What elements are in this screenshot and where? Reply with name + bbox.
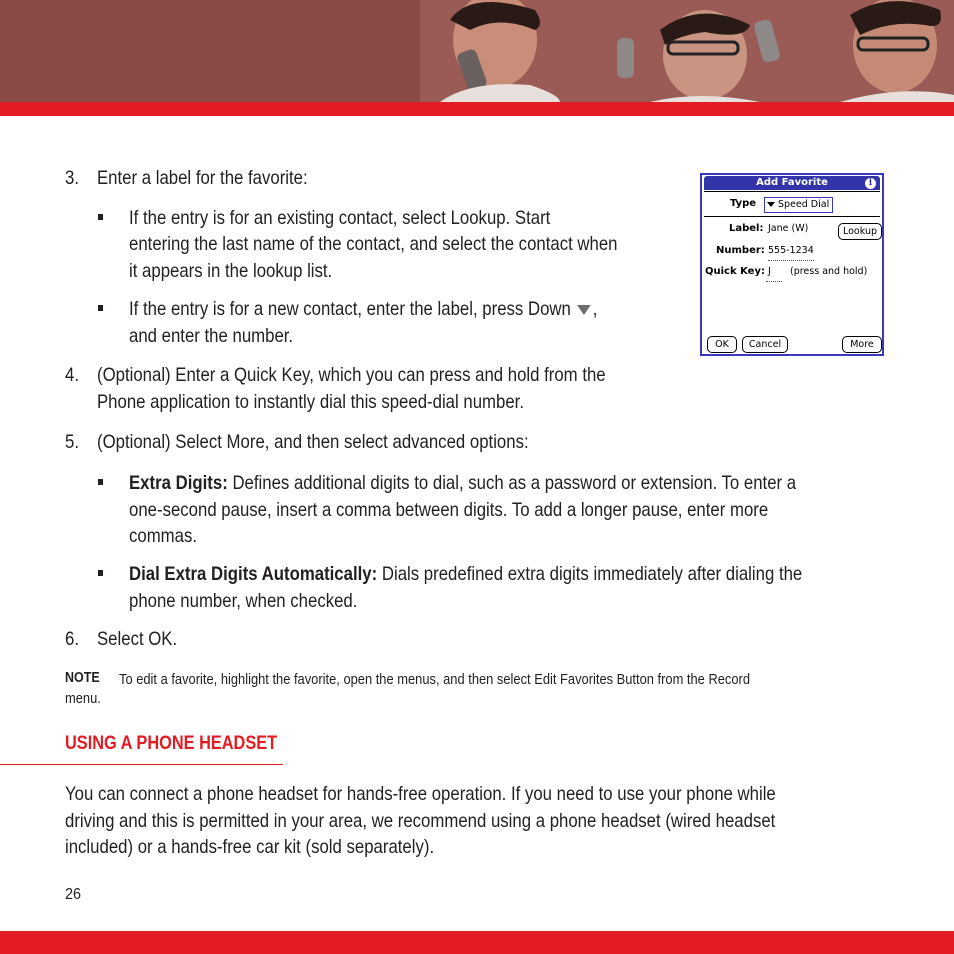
bullet-text: If the entry is for a new contact, enter the label, press Down , bbox=[129, 298, 598, 320]
step-text: Select OK. bbox=[97, 628, 178, 650]
note-text: To edit a favorite, highlight the favorite, open the menus, and then select Edit Favorites Button from the Record bbox=[119, 671, 751, 688]
chevron-down-icon bbox=[767, 202, 775, 207]
down-arrow-icon bbox=[577, 305, 591, 315]
page-number: 26 bbox=[65, 886, 82, 903]
bullet-text: and enter the number. bbox=[129, 325, 294, 347]
type-row bbox=[704, 191, 880, 217]
quick-key-underline bbox=[766, 280, 782, 282]
number-underline bbox=[768, 259, 814, 261]
note-label: NOTE bbox=[65, 670, 100, 686]
type-select[interactable]: Speed Dial bbox=[764, 197, 833, 213]
section-title: USING A PHONE HEADSET bbox=[65, 733, 278, 754]
bullet-text: it appears in the lookup list. bbox=[129, 260, 333, 282]
more-button[interactable]: More bbox=[842, 336, 882, 353]
header-red-bar bbox=[0, 102, 954, 116]
ok-button[interactable]: OK bbox=[707, 336, 737, 353]
bullet-text: commas. bbox=[129, 525, 198, 547]
step-text: (Optional) Select More, and then select advanced options: bbox=[97, 431, 529, 453]
bullet-text: phone number, when checked. bbox=[129, 590, 358, 612]
bullet-text: entering the last name of the contact, and select the contact when bbox=[129, 233, 618, 255]
paragraph-line: You can connect a phone headset for hands-free operation. If you need to use your phone while bbox=[65, 783, 776, 805]
bullet-text: If the entry is for an existing contact, select Lookup. Start bbox=[129, 207, 551, 229]
label-label: Label: bbox=[729, 223, 764, 234]
step-number: 5. bbox=[65, 431, 79, 453]
footer-red-bar bbox=[0, 931, 954, 954]
number-label: Number: bbox=[716, 245, 765, 256]
paragraph-line: driving and this is permitted in your area, we recommend using a phone headset (wired headset bbox=[65, 810, 776, 832]
step-text: (Optional) Enter a Quick Key, which you can press and hold from the bbox=[97, 364, 606, 386]
bullet-text: Extra Digits: Defines additional digits to dial, such as a password or extension. To enter a bbox=[129, 472, 797, 494]
bullet-text: one-second pause, insert a comma between digits. To add a longer pause, enter more bbox=[129, 499, 769, 521]
people-phones-photo bbox=[0, 0, 954, 102]
note-text: menu. bbox=[65, 690, 101, 707]
section-divider bbox=[0, 764, 283, 765]
term-label: Dial Extra Digits Automatically: bbox=[129, 563, 378, 585]
type-label: Type bbox=[730, 198, 757, 209]
dialog-title: Add Favorite i bbox=[704, 176, 880, 190]
bullet-marker bbox=[98, 305, 103, 311]
step-text: Enter a label for the favorite: bbox=[97, 167, 308, 189]
cancel-button[interactable]: Cancel bbox=[742, 336, 788, 353]
step-number: 3. bbox=[65, 167, 79, 189]
bullet-marker bbox=[98, 479, 103, 485]
step-number: 6. bbox=[65, 628, 79, 650]
number-field[interactable]: 555-1234 bbox=[768, 245, 814, 256]
bullet-marker bbox=[98, 570, 103, 576]
paragraph-line: included) or a hands-free car kit (sold separately). bbox=[65, 836, 435, 858]
quick-key-label: Quick Key: bbox=[705, 266, 765, 277]
step-number: 4. bbox=[65, 364, 79, 386]
step-text: Phone application to instantly dial this speed-dial number. bbox=[97, 391, 524, 413]
lookup-button[interactable]: Lookup bbox=[838, 223, 882, 240]
label-field[interactable]: Jane (W) bbox=[768, 223, 809, 234]
info-icon[interactable]: i bbox=[865, 178, 876, 189]
bullet-text: Dial Extra Digits Automatically: Dials predefined extra digits immediately after dialing the bbox=[129, 563, 803, 585]
term-label: Extra Digits: bbox=[129, 472, 228, 494]
add-favorite-screenshot bbox=[700, 173, 884, 356]
bullet-marker bbox=[98, 214, 103, 220]
quick-key-field[interactable]: J bbox=[768, 266, 771, 277]
quick-key-hint: (press and hold) bbox=[790, 266, 868, 277]
header-banner bbox=[0, 0, 954, 102]
